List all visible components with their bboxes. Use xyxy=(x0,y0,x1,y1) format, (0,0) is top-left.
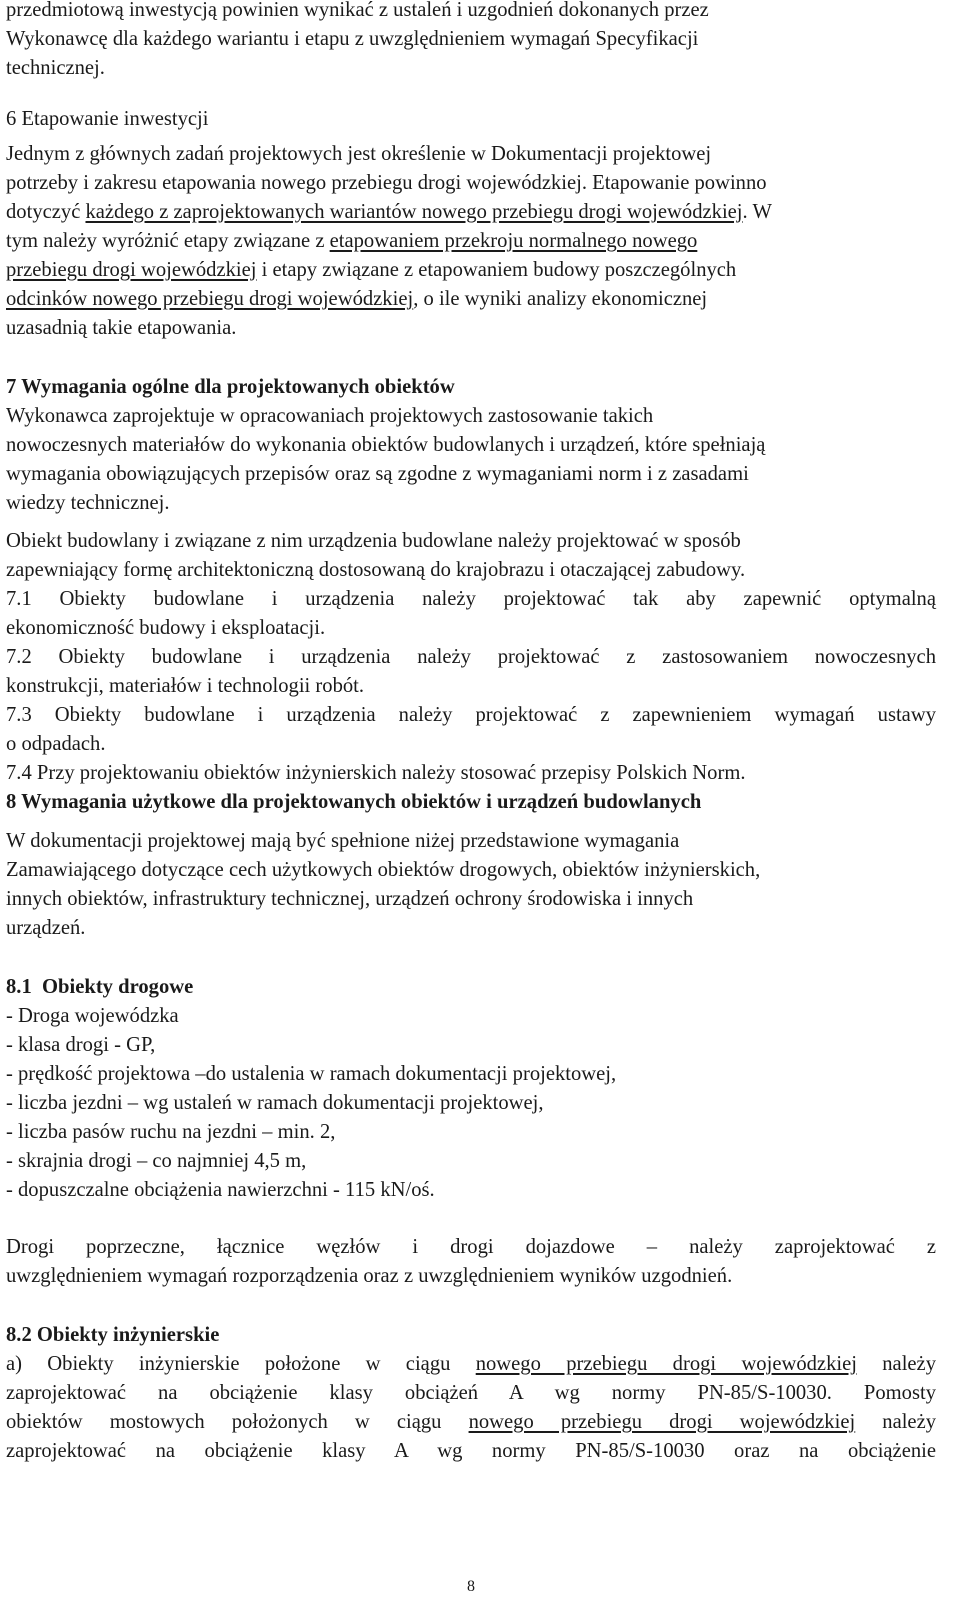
text-line xyxy=(6,1350,936,1379)
text-line: Jednym z głównych zadań projektowych jest określenie w Dokumentacji projektowej xyxy=(6,143,712,165)
text-segment: a) Obiekty inżynierskie położone w ciągu xyxy=(6,1353,476,1375)
section-8-1-heading: 8.1 Obiekty drogowe xyxy=(6,976,194,998)
item-7-3: 7.3 Obiekty budowlane i urządzenia należy projektować z zapewnieniem wymagań ustawy xyxy=(6,704,936,726)
text-segment: . W xyxy=(742,201,772,223)
section-7-heading: 7 Wymagania ogólne dla projektowanych obiektów xyxy=(6,376,455,398)
list-item: - liczba pasów ruchu na jezdni – min. 2, xyxy=(6,1121,336,1143)
text-line xyxy=(6,1408,936,1437)
text-line: Drogi poprzeczne, łącznice węzłów i drogi dojazdowe – należy zaprojektować z xyxy=(6,1236,936,1258)
underlined-text: nowego przebiegu drogi wojewódzkiej xyxy=(468,1411,856,1433)
text-segment: dotyczyć xyxy=(6,201,86,223)
text-segment: i etapy związane z etapowaniem budowy poszczególnych xyxy=(256,259,737,281)
text-line: zaprojektować na obciążenie klasy obciążeń A wg normy PN-85/S-10030. Pomosty xyxy=(6,1382,936,1404)
text-line: Wykonawcę dla każdego wariantu i etapu z uwzględnieniem wymagań Specyfikacji xyxy=(6,28,699,50)
text-segment: , o ile wyniki analizy ekonomicznej xyxy=(413,288,708,310)
intro-paragraph xyxy=(6,0,936,83)
text-line xyxy=(6,227,936,256)
text-line: urządzeń. xyxy=(6,917,86,939)
list-item: - dopuszczalne obciążenia nawierzchni - 115 kN/oś. xyxy=(6,1179,435,1201)
text-segment: obiektów mostowych położonych w ciągu xyxy=(6,1411,469,1433)
text-line: potrzeby i zakresu etapowania nowego przebiegu drogi wojewódzkiej. Etapowanie powinno xyxy=(6,172,767,194)
item-7-2: 7.2 Obiekty budowlane i urządzenia należy projektować z zastosowaniem nowoczesnych xyxy=(6,646,936,668)
text-line: zaprojektować na obciążenie klasy A wg normy PN-85/S-10030 oraz na obciążenie xyxy=(6,1440,936,1462)
text-segment: należy xyxy=(856,1353,936,1375)
text-line: wymagania obowiązujących przepisów oraz są zgodne z wymaganiami norm i z zasadami xyxy=(6,463,749,485)
underlined-text: przebiegu drogi wojewódzkiej xyxy=(6,259,257,281)
page-number: 8 xyxy=(467,1578,475,1595)
text-line: Wykonawca zaprojektuje w opracowaniach projektowych zastosowanie takich xyxy=(6,405,654,427)
list-item: - liczba jezdni – wg ustaleń w ramach dokumentacji projektowej, xyxy=(6,1092,544,1114)
text-line: ekonomiczność budowy i eksploatacji. xyxy=(6,617,326,639)
section-8-2 xyxy=(6,1321,936,1466)
text-line xyxy=(6,256,936,285)
text-segment: należy xyxy=(855,1411,937,1433)
text-line: technicznej. xyxy=(6,57,105,79)
item-7-4: 7.4 Przy projektowaniu obiektów inżynierskich należy stosować przepisy Polskich Norm. xyxy=(6,762,746,784)
text-line: zapewniający formę architektoniczną dostosowaną do krajobrazu i otaczającej zabudowy. xyxy=(6,559,746,581)
underlined-text: każdego z zaprojektowanych wariantów nowego przebiegu drogi wojewódzkiej xyxy=(85,201,743,223)
underlined-text: nowego przebiegu drogi wojewódzkiej xyxy=(475,1353,857,1375)
list-item: - skrajnia drogi – co najmniej 4,5 m, xyxy=(6,1150,307,1172)
text-line: Obiekt budowlany i związane z nim urządzenia budowlane należy projektować w sposób xyxy=(6,530,741,552)
text-segment: tym należy wyróżnić etapy związane z xyxy=(6,230,330,252)
list-item: - prędkość projektowa –do ustalenia w ramach dokumentacji projektowej, xyxy=(6,1063,617,1085)
text-line: przedmiotową inwestycją powinien wynikać z ustaleń i uzgodnień dokonanych przez xyxy=(6,0,709,21)
text-line: o odpadach. xyxy=(6,733,106,755)
section-6-heading: 6 Etapowanie inwestycji xyxy=(6,108,209,130)
underlined-text: odcinków nowego przebiegu drogi wojewódzkiej xyxy=(6,288,414,310)
text-line: Zamawiającego dotyczące cech użytkowych obiektów drogowych, obiektów inżynierskich, xyxy=(6,859,761,881)
underlined-text: etapowaniem przekroju normalnego nowego xyxy=(329,230,698,252)
document-page xyxy=(6,0,936,1466)
section-8-1 xyxy=(6,973,936,1291)
section-8-heading: 8 Wymagania użytkowe dla projektowanych obiektów i urządzeń budowlanych xyxy=(6,791,702,813)
text-line xyxy=(6,285,936,314)
text-line: wiedzy technicznej. xyxy=(6,492,170,514)
text-line: W dokumentacji projektowej mają być spełnione niżej przedstawione wymagania xyxy=(6,830,680,852)
list-item: - Droga wojewódzka xyxy=(6,1005,179,1027)
list-item: - klasa drogi - GP, xyxy=(6,1034,156,1056)
text-line: uzasadnią takie etapowania. xyxy=(6,317,237,339)
text-line: uwzględnieniem wymagań rozporządzenia oraz z uwzględnieniem wyników uzgodnień. xyxy=(6,1265,733,1287)
section-6 xyxy=(6,105,936,343)
section-8 xyxy=(6,788,936,943)
text-line: innych obiektów, infrastruktury technicznej, urządzeń ochrony środowiska i innych xyxy=(6,888,694,910)
text-line xyxy=(6,198,936,227)
item-7-1: 7.1 Obiekty budowlane i urządzenia należy projektować tak aby zapewnić optymalną xyxy=(6,588,936,610)
section-7 xyxy=(6,373,936,788)
section-8-2-heading: 8.2 Obiekty inżynierskie xyxy=(6,1324,220,1346)
text-line: konstrukcji, materiałów i technologii robót. xyxy=(6,675,365,697)
text-line: nowoczesnych materiałów do wykonania obiektów budowlanych i urządzeń, które spełniają xyxy=(6,434,766,456)
